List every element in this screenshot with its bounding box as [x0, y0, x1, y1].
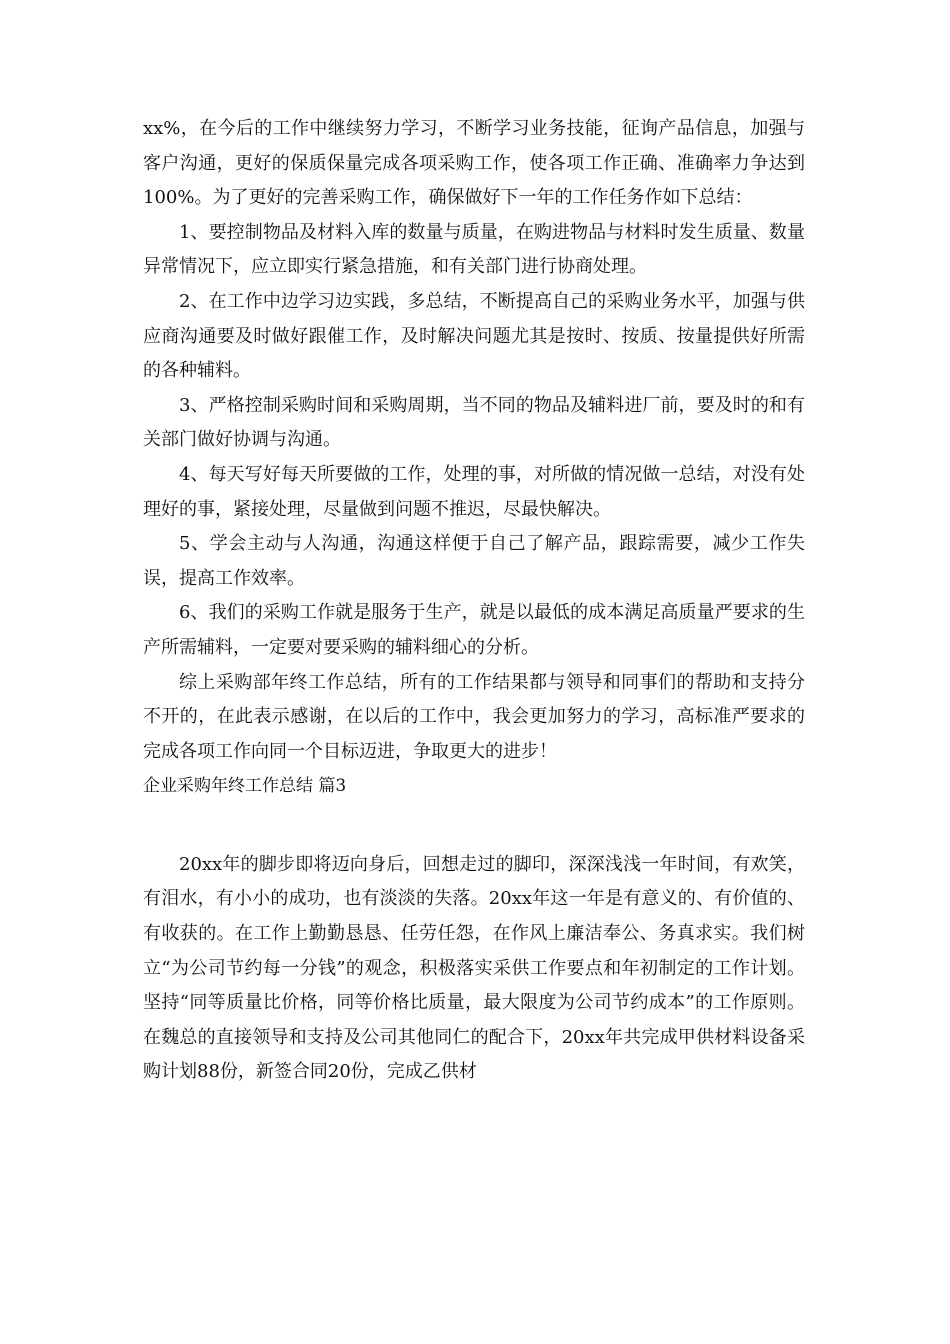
document-body	[143, 112, 805, 1090]
section-heading: 企业采购年终工作总结 篇3	[143, 776, 347, 797]
list-item-5: 5、学会主动与人沟通，沟通这样便于自己了解产品，跟踪需要，减少工作失误，提高工作效率。	[143, 533, 805, 589]
summary-paragraph: 综上采购部年终工作总结，所有的工作结果都与领导和同事们的帮助和支持分不开的，在此表示感谢，在以后的工作中，我会更加努力的学习，高标准严要求的完成各项工作向同一个目标迈进，争取更大的进步！	[143, 671, 805, 762]
list-item-3: 3、严格控制采购时间和采购周期，当不同的物品及辅料进厂前，要及时的和有关部门做好协调与沟通。	[143, 394, 805, 451]
list-item-1: 1、要控制物品及材料入库的数量与质量，在购进物品与材料时发生质量、数量异常情况下，应立即实行紧急措施，和有关部门进行协商处理。	[143, 221, 805, 278]
list-item-4: 4、每天写好每天所要做的工作，处理的事，对所做的情况做一总结，对没有处理好的事，紧接处理，尽量做到问题不推迟，尽最快解决。	[143, 463, 805, 520]
paragraph-continuation: xx%，在今后的工作中继续努力学习，不断学习业务技能，征询产品信息，加强与客户沟通，更好的保质保量完成各项采购工作，使各项工作正确、准确率力争达到100%。为了更好的完善采购工作，确保做好下一年的工作任务作如下总结：	[143, 118, 805, 209]
list-item-2: 2、在工作中边学习边实践，多总结，不断提高自己的采购业务水平，加强与供应商沟通要及时做好跟催工作，及时解决问题尤其是按时、按质、按量提供好所需的各种辅料。	[143, 290, 805, 382]
section-3-paragraph: 20xx年的脚步即将迈向身后，回想走过的脚印，深深浅浅一年时间，有欢笑，有泪水，有小小的成功，也有淡淡的失落。20xx年这一年是有意义的、有价值的、有收获的。在工作上勤勤恳恳、任劳任怨，在作风上廉洁奉公、务真求实。我们树立“为公司节约每一分钱”的观念，积极落实采供工作要点和年初制定的工作计划。坚持“同等质量比价格，同等价格比质量，最大限度为公司节约成本”的工作原则。在魏总的直接领导和支持及公司其他同仁的配合下，20xx年共完成甲供材料设备采购计划88份，新签合同20份，完成乙供材	[143, 853, 805, 1083]
section-spacer	[143, 804, 805, 848]
list-item-6: 6、我们的采购工作就是服务于生产，就是以最低的成本满足高质量严要求的生产所需辅料，一定要对要采购的辅料细心的分析。	[143, 602, 805, 658]
